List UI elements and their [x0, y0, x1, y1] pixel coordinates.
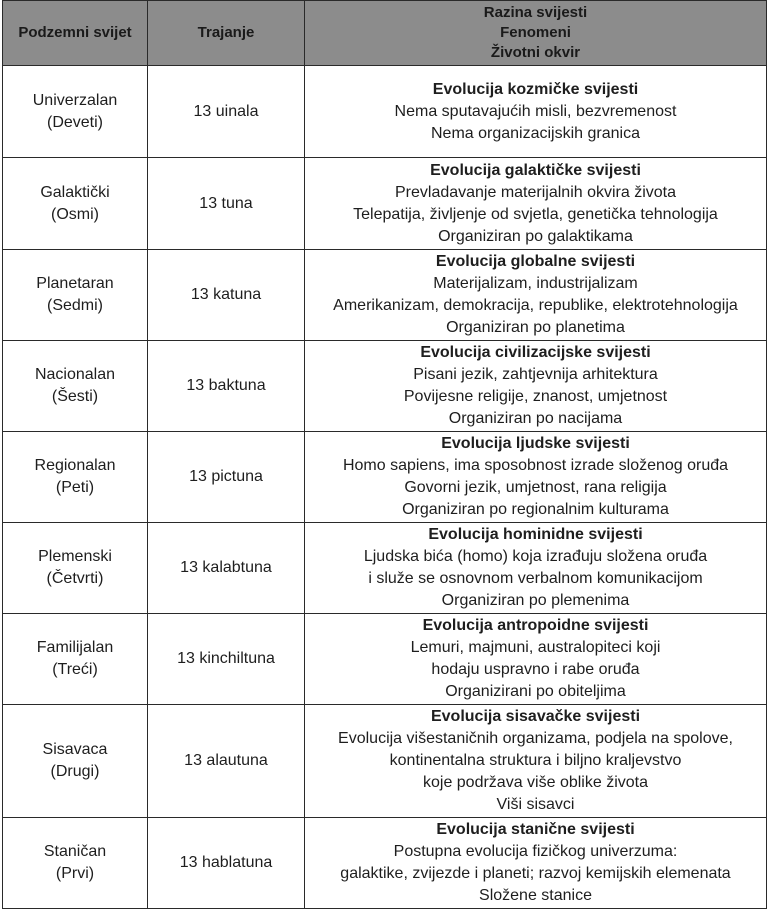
underworld-cell-line: Nacionalan — [34, 366, 116, 383]
phenomena-line: Organizirani po obiteljima — [445, 683, 626, 700]
underworld-cell-line: (Četvrti) — [46, 570, 104, 587]
phenomena-line: Telepatija, življenje od svjetla, genetička tehnologija — [353, 205, 718, 223]
phenomena-line: Lemuri, majmuni, australopiteci koji — [410, 639, 661, 656]
underworld-cell-line: Familijalan — [36, 639, 114, 656]
phenomena-line: Organiziran po plemenima — [441, 592, 630, 609]
phenomena-cell — [305, 341, 767, 432]
duration-cell: 13 pictuna — [148, 432, 305, 523]
underworld-cell-line: Sisavaca — [42, 741, 108, 758]
phenomena-line: Materijalizam, industrijalizam — [433, 275, 638, 292]
phenomena-line: i služe se osnovnom verbalnom komunikacijom — [368, 570, 703, 587]
underworld-cell-line: (Šesti) — [51, 388, 99, 405]
underworld-cell-line: (Osmi) — [51, 205, 99, 223]
underworld-cell-line: (Sedmi) — [46, 297, 103, 314]
table-row — [3, 614, 767, 705]
phenomena-cell — [305, 523, 767, 614]
table-row — [3, 523, 767, 614]
phenomena-line: Organiziran po planetima — [446, 319, 625, 336]
underworld-cell — [3, 66, 148, 158]
duration-cell: 13 kinchiltuna — [148, 614, 305, 705]
table-header — [3, 1, 767, 66]
consciousness-level-title: Evolucija ljudske svijesti — [441, 435, 630, 452]
underworld-cell-line: (Treći) — [52, 661, 98, 678]
phenomena-line: Složene stanice — [479, 887, 592, 904]
duration-cell: 13 alautuna — [148, 705, 305, 818]
underworld-cell — [3, 523, 148, 614]
underworld-cell-line: Staničan — [43, 843, 107, 860]
header-phenomena-line: Fenomeni — [500, 24, 571, 41]
phenomena-cell — [305, 705, 767, 818]
consciousness-level-title: Evolucija globalne svijesti — [435, 253, 636, 270]
phenomena-cell — [305, 250, 767, 341]
consciousness-level-title: Evolucija sisavačke svijesti — [430, 708, 641, 725]
table-row — [3, 432, 767, 523]
underworld-cell — [3, 705, 148, 818]
phenomena-line: Postupna evolucija fizičkog univerzuma: — [393, 843, 678, 860]
table-row — [3, 66, 767, 158]
phenomena-line: kontinentalna struktura i biljno kraljevstvo — [389, 752, 682, 769]
header-phenomena-line: Razina svijesti — [483, 4, 588, 21]
phenomena-line: Amerikanizam, demokracija, republike, elektrotehnologija — [333, 297, 738, 314]
header-duration: Trajanje — [148, 1, 305, 66]
phenomena-line: Ljudska bića (homo) koja izrađuju složena oruđa — [363, 548, 708, 565]
phenomena-line: Nema sputavajućih misli, bezvremenost — [394, 102, 677, 120]
phenomena-line: Povijesne religije, znanost, umjetnost — [403, 388, 668, 405]
phenomena-line: Govorni jezik, umjetnost, rana religija — [404, 479, 667, 496]
duration-cell: 13 katuna — [148, 250, 305, 341]
table-row — [3, 341, 767, 432]
underworld-cell-line: Regionalan — [34, 457, 116, 474]
phenomena-cell — [305, 818, 767, 909]
underworld-cell — [3, 818, 148, 909]
underworld-cell-line: Galaktički — [40, 183, 110, 201]
underworld-cell — [3, 614, 148, 705]
phenomena-line: Nema organizacijskih granica — [431, 124, 640, 142]
consciousness-level-title: Evolucija galaktičke svijesti — [430, 161, 641, 179]
duration-cell: 13 kalabtuna — [148, 523, 305, 614]
header-underworld: Podzemni svijet — [3, 1, 148, 66]
header-phenomena-line: Životni okvir — [490, 44, 581, 61]
phenomena-cell — [305, 66, 767, 158]
header-row — [3, 1, 767, 66]
phenomena-cell — [305, 614, 767, 705]
phenomena-line: Organiziran po regionalnim kulturama — [402, 501, 669, 518]
underworld-cell — [3, 250, 148, 341]
underworld-cell-line: Univerzalan — [32, 91, 118, 109]
duration-cell: 13 tuna — [148, 158, 305, 250]
underworld-cell-line: Planetaran — [36, 275, 114, 292]
underworld-cell — [3, 158, 148, 250]
consciousness-level-title: Evolucija kozmičke svijesti — [432, 80, 639, 98]
underworld-cell — [3, 341, 148, 432]
table-row — [3, 705, 767, 818]
phenomena-line: galaktike, zvijezde i planeti; razvoj kemijskih elemenata — [340, 865, 731, 882]
table-row — [3, 158, 767, 250]
underworld-table — [2, 0, 767, 909]
consciousness-level-title: Evolucija antropoidne svijesti — [422, 617, 649, 634]
underworld-cell-line: (Deveti) — [46, 113, 103, 131]
phenomena-line: hodaju uspravno i rabe oruđa — [431, 661, 640, 678]
phenomena-line: Evolucija višestaničnih organizama, podjela na spolove, — [338, 730, 733, 747]
underworld-cell-line: (Peti) — [55, 479, 95, 496]
phenomena-line: Viši sisavci — [496, 796, 575, 813]
underworld-cell-line: Plemenski — [38, 548, 112, 565]
duration-cell: 13 baktuna — [148, 341, 305, 432]
consciousness-level-title: Evolucija stanične svijesti — [436, 821, 635, 838]
duration-cell: 13 uinala — [148, 66, 305, 158]
underworld-cell — [3, 432, 148, 523]
table-row — [3, 818, 767, 909]
phenomena-line: Pisani jezik, zahtjevnija arhitektura — [413, 366, 658, 383]
phenomena-line: Organiziran po nacijama — [448, 410, 623, 427]
header-phenomena — [305, 1, 767, 66]
phenomena-line: koje podržava više oblike života — [422, 774, 648, 791]
phenomena-line: Homo sapiens, ima sposobnost izrade složenog oruđa — [342, 457, 729, 474]
table-row — [3, 250, 767, 341]
underworld-cell-line: (Prvi) — [55, 865, 95, 882]
consciousness-level-title: Evolucija civilizacijske svijesti — [420, 344, 651, 361]
phenomena-line: Organiziran po galaktikama — [438, 227, 633, 245]
table-body — [3, 66, 767, 909]
duration-cell: 13 hablatuna — [148, 818, 305, 909]
phenomena-line: Prevladavanje materijalnih okvira života — [394, 183, 677, 201]
phenomena-cell — [305, 158, 767, 250]
phenomena-cell — [305, 432, 767, 523]
consciousness-level-title: Evolucija hominidne svijesti — [428, 526, 643, 543]
underworld-cell-line: (Drugi) — [50, 763, 100, 780]
